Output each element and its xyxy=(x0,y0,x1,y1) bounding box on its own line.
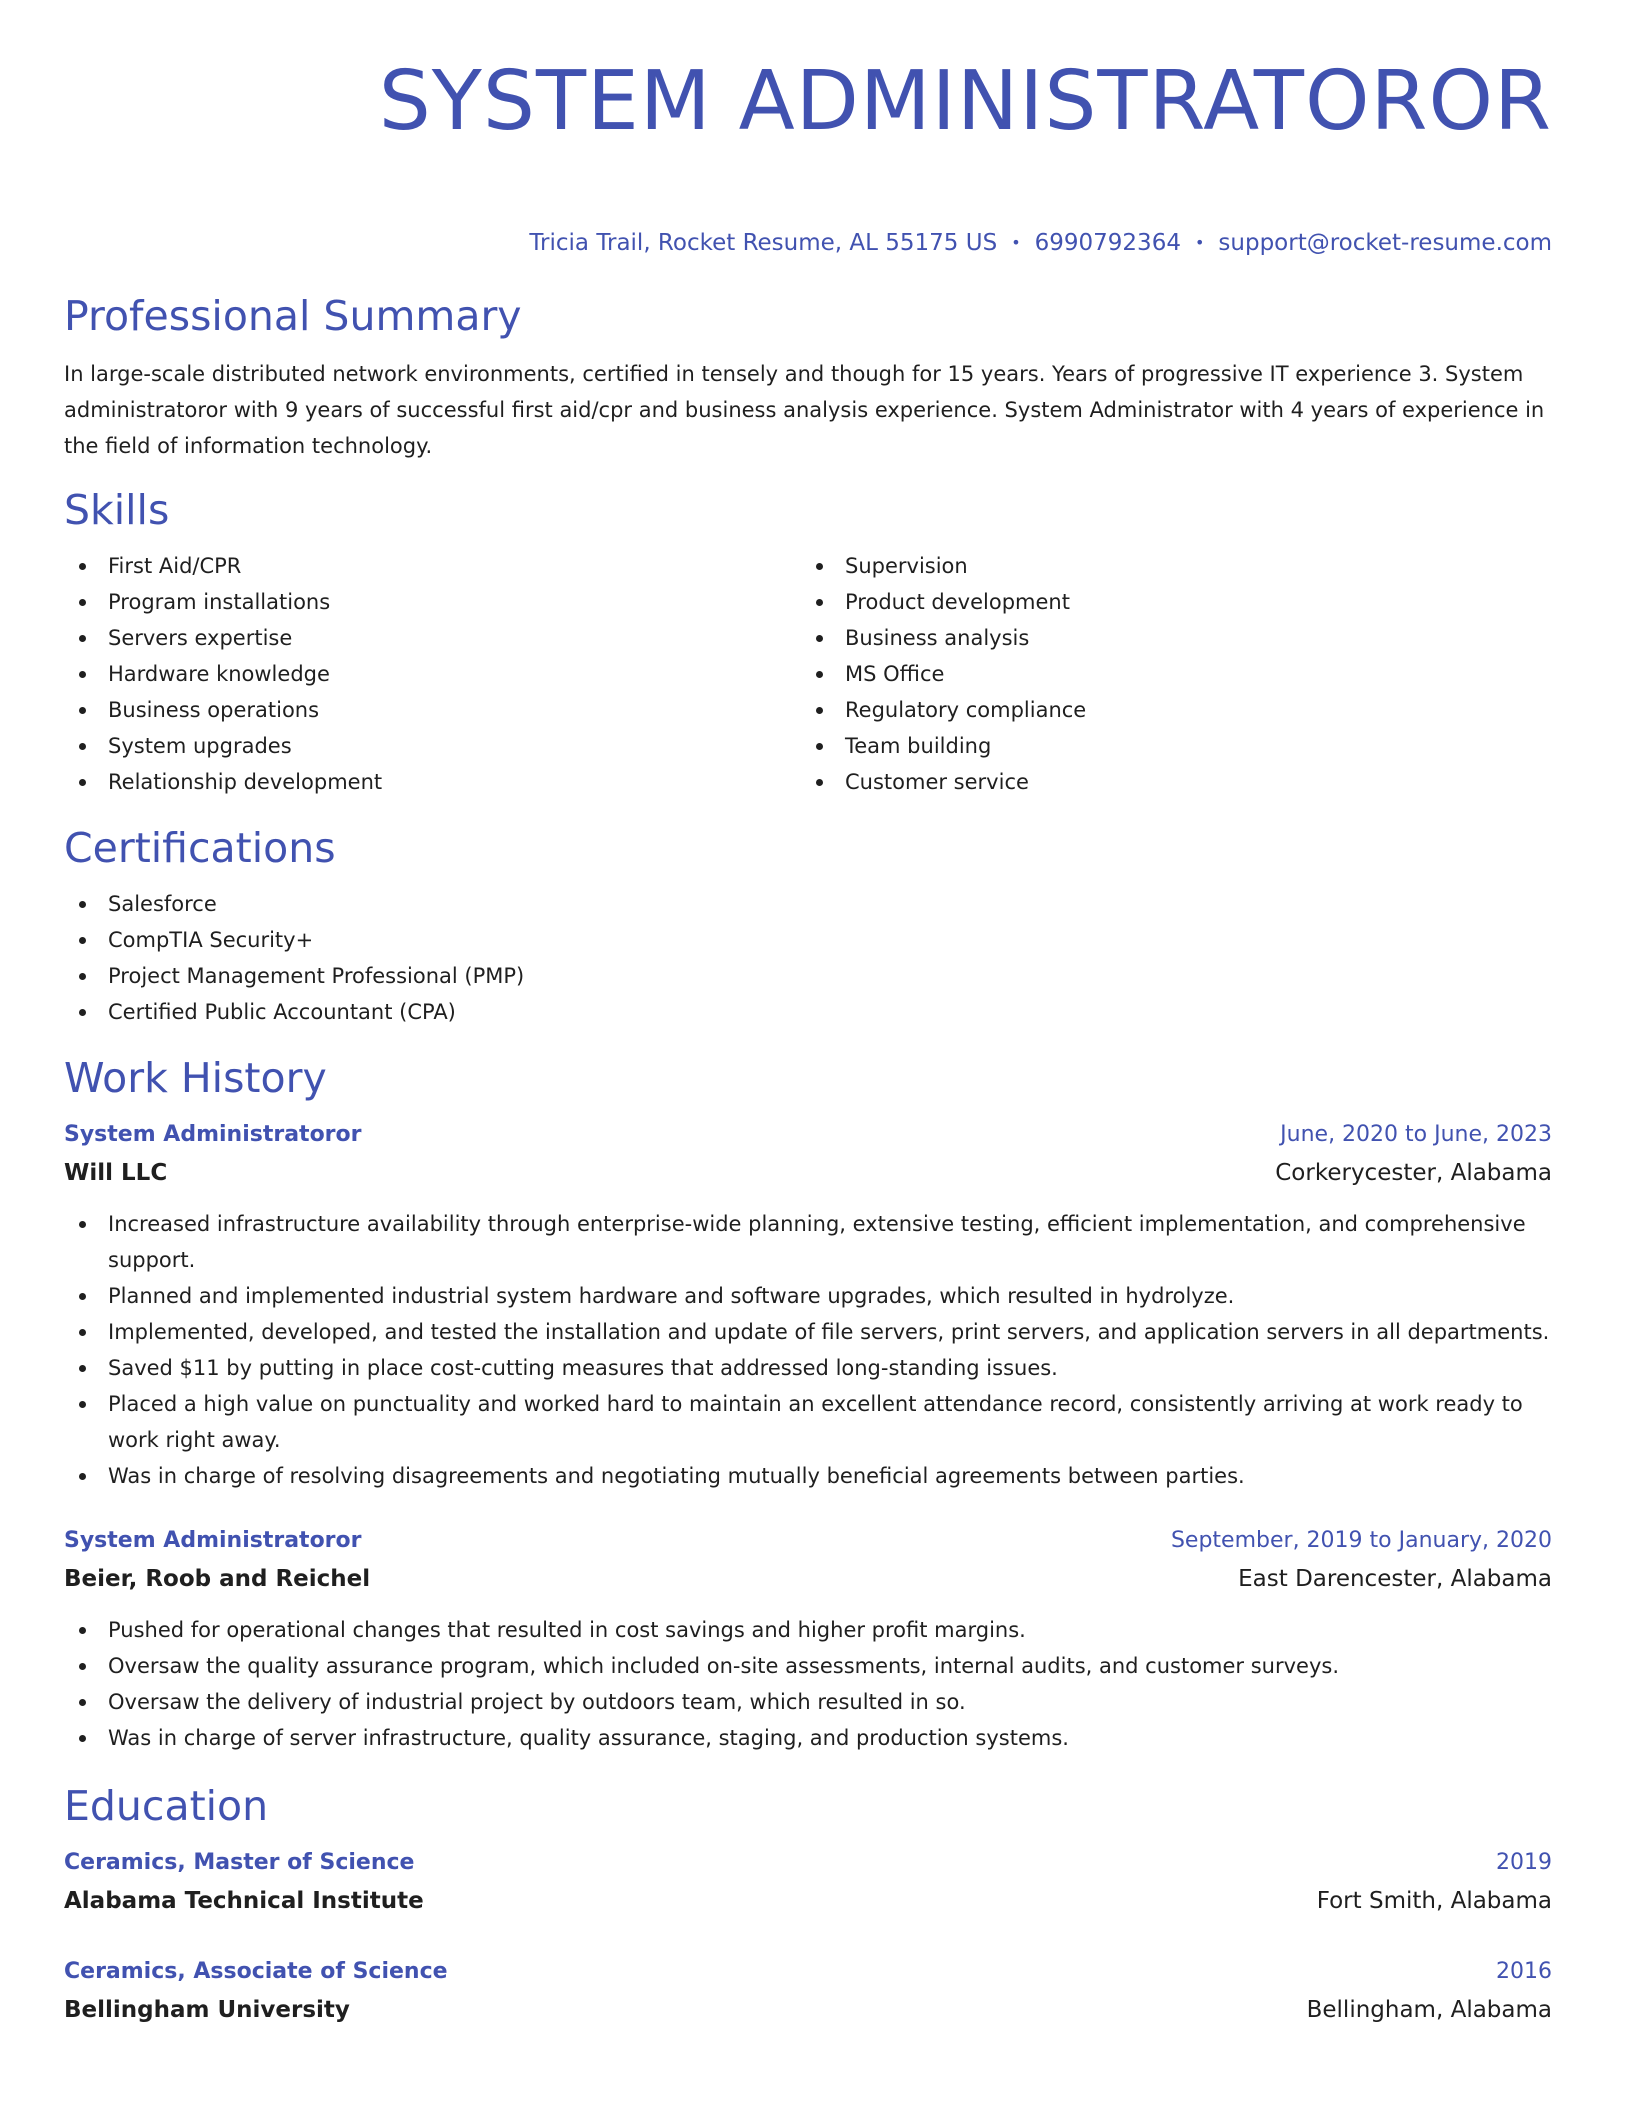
skill-item: Relationship development xyxy=(64,764,801,800)
skills-heading: Skills xyxy=(64,486,170,534)
skill-item: Product development xyxy=(801,584,1538,620)
candidate-name: SYSTEM ADMINISTRATOROR xyxy=(378,54,1552,149)
job-bullet: Was in charge of server infrastructure, quality assurance, staging, and production systems. xyxy=(64,1720,1552,1756)
education-degree: Ceramics, Master of Science xyxy=(64,1850,415,1875)
education-degree: Ceramics, Associate of Science xyxy=(64,1959,448,1984)
education-location: Bellingham, Alabama xyxy=(1306,1997,1552,2023)
education-year: 2016 xyxy=(1496,1959,1552,1984)
contact-separator: • xyxy=(1194,233,1205,252)
education-year: 2019 xyxy=(1496,1850,1552,1875)
job-bullets xyxy=(64,1206,1552,1494)
education-school: Alabama Technical Institute xyxy=(64,1888,424,1914)
job-dates: June, 2020 to June, 2023 xyxy=(1280,1122,1552,1147)
education-entry xyxy=(64,1844,1552,1920)
contact-line xyxy=(64,228,1552,260)
job-bullet: Pushed for operational changes that resulted in cost savings and higher profit margins. xyxy=(64,1612,1552,1648)
skill-item: Servers expertise xyxy=(64,620,801,656)
job-bullet: Oversaw the quality assurance program, which included on-site assessments, internal audits, and customer surveys. xyxy=(64,1648,1552,1684)
job-bullet: Was in charge of resolving disagreements and negotiating mutually beneficial agreements between parties. xyxy=(64,1458,1552,1494)
job-dates: September, 2019 to January, 2020 xyxy=(1170,1528,1552,1553)
summary-text: In large-scale distributed network environments, certified in tensely and though for 15 years. Years of progressive IT experience 3. System administratoror with 9 years of successful first aid/cpr and business analysis experience. System Administrator with 4 years of experience in the field of information technology. xyxy=(64,362,1545,458)
skill-item: Team building xyxy=(801,728,1538,764)
job-location: Corkerycester, Alabama xyxy=(1275,1160,1552,1186)
work-history-heading: Work History xyxy=(64,1054,327,1102)
contact-separator: • xyxy=(1011,233,1021,252)
skills-list xyxy=(64,548,1552,800)
education-location: Fort Smith, Alabama xyxy=(1316,1888,1552,1914)
skill-item: Business operations xyxy=(64,692,801,728)
certification-item: Salesforce xyxy=(64,886,1552,922)
certification-item: Project Management Professional (PMP) xyxy=(64,958,1552,994)
job-title: System Administratoror xyxy=(64,1122,362,1147)
job-bullet: Saved $11 by putting in place cost-cutting measures that addressed long-standing issues. xyxy=(64,1350,1552,1386)
skill-item: Program installations xyxy=(64,584,801,620)
job-bullet: Oversaw the delivery of industrial project by outdoors team, which resulted in so. xyxy=(64,1684,1552,1720)
skills-column-right xyxy=(801,548,1538,800)
skills-column-left xyxy=(64,548,801,800)
job-title: System Administratoror xyxy=(64,1528,362,1553)
job-bullet: Implemented, developed, and tested the installation and update of file servers, print servers, and application servers in all departments. xyxy=(64,1314,1552,1350)
job-bullet: Planned and implemented industrial system hardware and software upgrades, which resulted in hydrolyze. xyxy=(64,1278,1552,1314)
certification-item: Certified Public Accountant (CPA) xyxy=(64,994,1552,1030)
contact-email[interactable]: support@rocket-resume.com xyxy=(1218,230,1552,256)
skill-item: First Aid/CPR xyxy=(64,548,801,584)
skill-item: Business analysis xyxy=(801,620,1538,656)
skill-item: Supervision xyxy=(801,548,1538,584)
certifications-list xyxy=(64,886,1552,1030)
education-entry xyxy=(64,1953,1552,2029)
job-location: East Darencester, Alabama xyxy=(1238,1566,1552,1592)
skill-item: Hardware knowledge xyxy=(64,656,801,692)
contact-phone: 6990792364 xyxy=(1034,230,1181,256)
summary-heading: Professional Summary xyxy=(64,292,522,340)
certification-item: CompTIA Security+ xyxy=(64,922,1552,958)
contact-address: Tricia Trail, Rocket Resume, AL 55175 US xyxy=(529,230,998,256)
job-company: Beier, Roob and Reichel xyxy=(64,1566,371,1592)
education-heading: Education xyxy=(64,1782,269,1830)
skill-item: Customer service xyxy=(801,764,1538,800)
education-school: Bellingham University xyxy=(64,1997,350,2023)
certifications-heading: Certifications xyxy=(64,824,336,872)
skill-item: System upgrades xyxy=(64,728,801,764)
job-bullet: Placed a high value on punctuality and worked hard to maintain an excellent attendance record, consistently arriving at work ready to work right away. xyxy=(64,1386,1552,1458)
job-company: Will LLC xyxy=(64,1160,168,1186)
job-bullets xyxy=(64,1612,1552,1756)
job-entry xyxy=(64,1116,1552,1494)
job-entry xyxy=(64,1522,1552,1756)
skill-item: MS Office xyxy=(801,656,1538,692)
job-bullet: Increased infrastructure availability through enterprise-wide planning, extensive testing, efficient implementation, and comprehensive support. xyxy=(64,1206,1552,1278)
skill-item: Regulatory compliance xyxy=(801,692,1538,728)
